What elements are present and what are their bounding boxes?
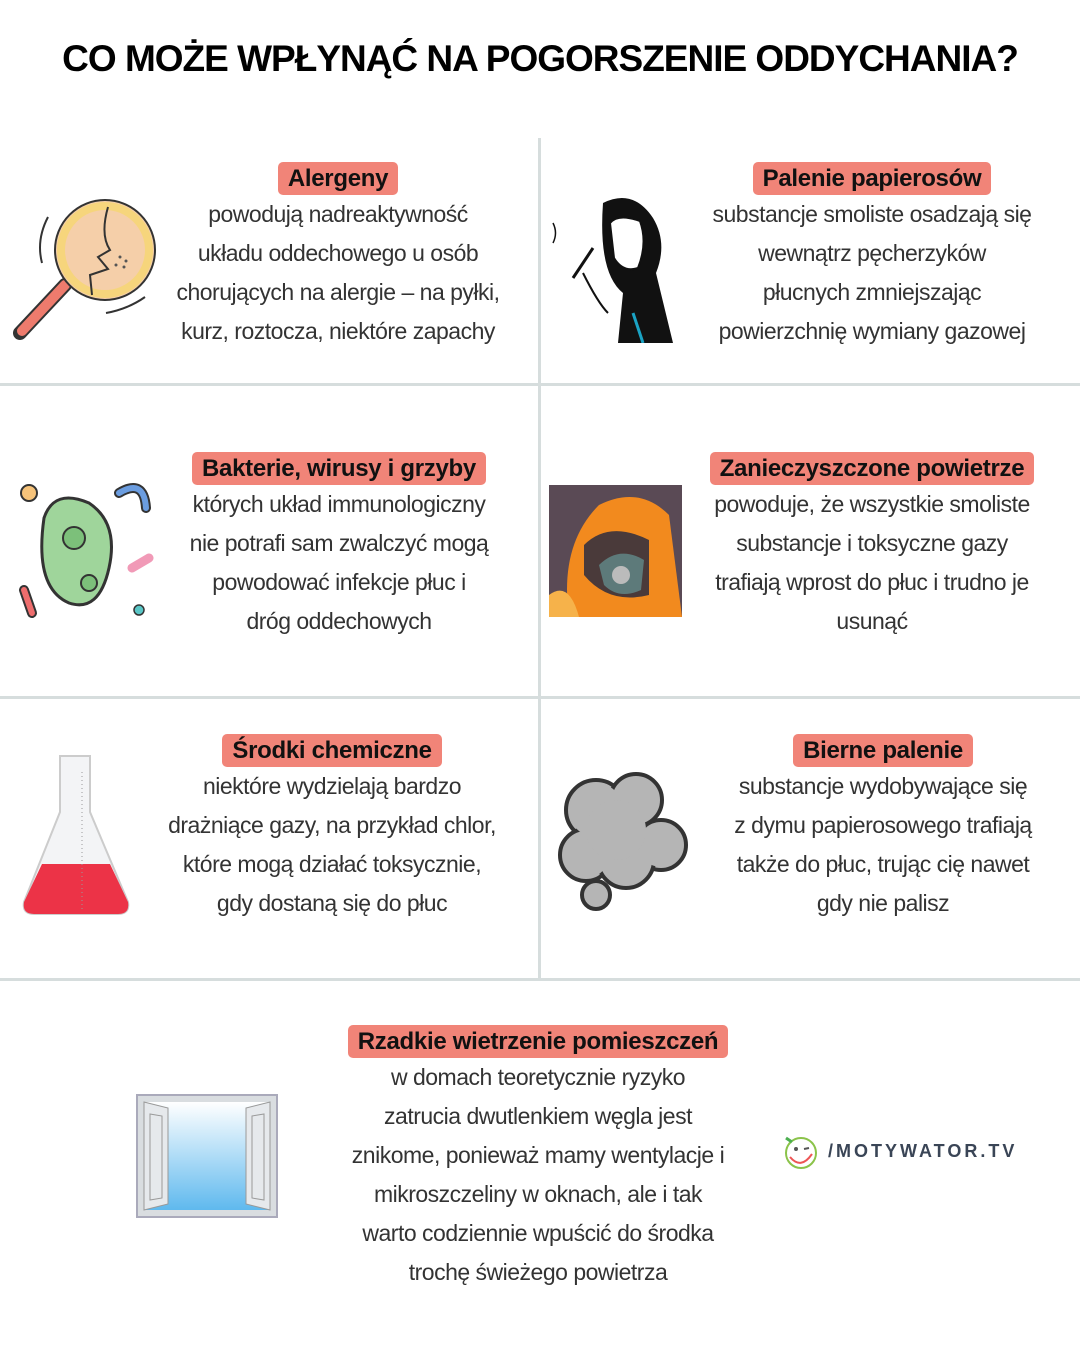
card-text-line: które mogą działać toksycznie, xyxy=(182,851,482,877)
card-rzadkie-wietrzenie xyxy=(288,1025,788,1292)
card-text-line: układu oddechowego u osób xyxy=(197,240,479,266)
card-text-line: warto codziennie wpuścić do środka xyxy=(362,1220,714,1246)
card-text-line: powierzchnię wymiany gazowej xyxy=(718,318,1026,344)
bacteria-icon xyxy=(14,478,159,623)
card-text-line: gdy nie palisz xyxy=(816,890,950,916)
card-text-line: płucnych zmniejszając xyxy=(762,279,982,305)
card-text-line: dróg oddechowych xyxy=(246,608,432,634)
card-palenie-papierosow xyxy=(677,162,1067,351)
card-text-line: także do płuc, trując cię nawet xyxy=(736,851,1030,877)
divider-horizontal xyxy=(0,383,1080,386)
card-text-line: w domach teoretycznie ryzyko xyxy=(390,1064,686,1090)
card-srodki-chemiczne xyxy=(82,734,582,923)
card-bakterie xyxy=(89,452,589,641)
smoke-cloud-icon xyxy=(556,770,690,914)
card-text-line: powodować infekcje płuc i xyxy=(212,569,466,595)
card-text-line: substancje wydobywające się xyxy=(738,773,1028,799)
card-text-line: substancje smoliste osadzają się xyxy=(712,201,1032,227)
card-text-line: powodują nadreaktywność xyxy=(208,201,468,227)
card-heading: Bakterie, wirusy i grzyby xyxy=(192,452,486,485)
motywator-logo xyxy=(780,1132,1017,1170)
page-title: CO MOŻE WPŁYNĄĆ NA POGORSZENIE ODDYCHANIA? xyxy=(62,38,1018,79)
card-text-line: trochę świeżego powietrza xyxy=(408,1259,668,1285)
smiley-logo-icon xyxy=(780,1132,822,1170)
card-text-line: niektóre wydzielają bardzo xyxy=(202,773,462,799)
card-text-line: znikome, ponieważ mamy wentylacje i xyxy=(351,1142,725,1168)
card-text-line: kurz, roztocza, niektóre zapachy xyxy=(181,318,495,344)
card-text-line: powoduje, że wszystkie smoliste xyxy=(714,491,1030,517)
card-text-line: drażniące gazy, na przykład chlor, xyxy=(168,812,496,838)
card-heading: Rzadkie wietrzenie pomieszczeń xyxy=(348,1025,728,1058)
card-text-line: usunąć xyxy=(836,608,908,634)
card-zanieczyszczone-powietrze xyxy=(677,452,1067,641)
card-heading: Zanieczyszczone powietrze xyxy=(710,452,1035,485)
card-text-line: chorujących na alergie – na pyłki, xyxy=(176,279,500,305)
card-text-line: nie potrafi sam zwalczyć mogą xyxy=(189,530,489,556)
magnifier-face-icon xyxy=(10,195,160,345)
logo-text: /MOTYWATOR.TV xyxy=(828,1140,1018,1161)
card-heading: Palenie papierosów xyxy=(753,162,992,195)
card-heading: Bierne palenie xyxy=(793,734,973,767)
card-text-line: substancje i toksyczne gazy xyxy=(736,530,1008,556)
card-text-line: gdy dostaną się do płuc xyxy=(216,890,448,916)
card-text-line: mikroszczeliny w oknach, ale i tak xyxy=(373,1181,703,1207)
open-window-icon xyxy=(136,1094,278,1218)
card-text-line: z dymu papierosowego trafiają xyxy=(734,812,1032,838)
divider-horizontal xyxy=(0,696,1080,699)
card-heading: Środki chemiczne xyxy=(222,734,441,767)
card-text-line: wewnątrz pęcherzyków xyxy=(758,240,986,266)
card-text-line: trafiają wprost do płuc i trudno je xyxy=(715,569,1029,595)
card-heading: Alergeny xyxy=(278,162,398,195)
card-text-line: których układ immunologiczny xyxy=(192,491,486,517)
card-bierne-palenie xyxy=(688,734,1078,923)
smoking-woman-icon xyxy=(548,193,683,343)
gas-mask-person-icon xyxy=(549,485,682,617)
chemical-flask-icon xyxy=(20,752,132,918)
card-alergeny xyxy=(88,162,588,351)
card-text-line: zatrucia dwutlenkiem węgla jest xyxy=(384,1103,692,1129)
divider-horizontal xyxy=(0,978,1080,981)
